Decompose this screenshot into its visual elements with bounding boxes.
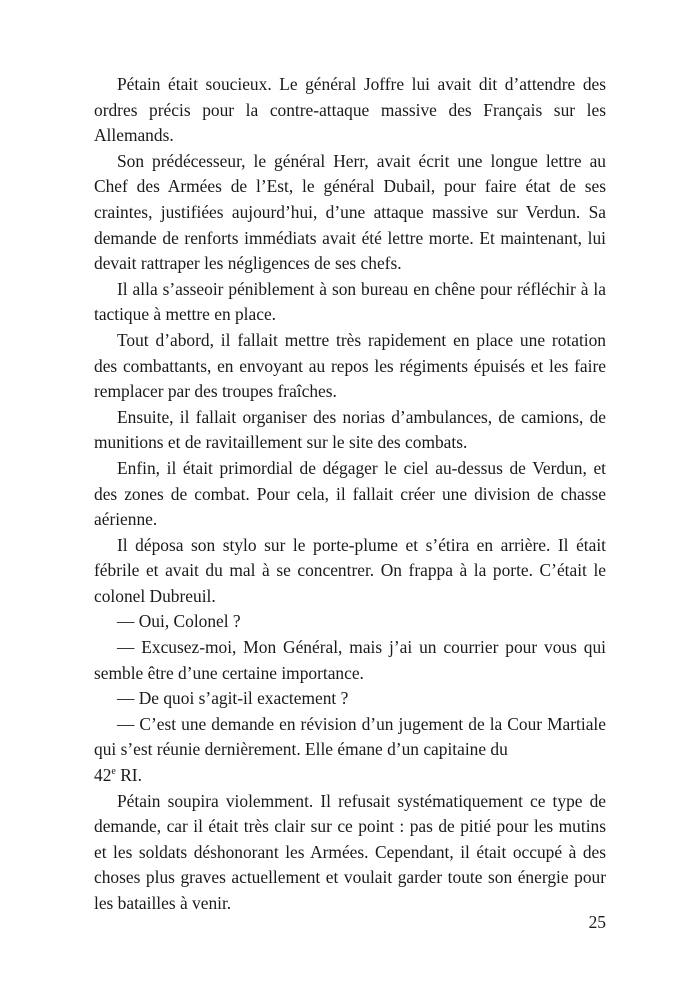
- paragraph: Enfin, il était primordial de dégager le ciel au-dessus de Verdun, et des zones de combat. Pour cela, il fallait créer une division de chasse aérienne.: [94, 457, 606, 530]
- paragraph: Il déposa son stylo sur le porte-plume et s’étira en arrière. Il était fébrile et avait du mal à se concentrer. On frappa à la porte. C’était le colonel Dubreuil.: [94, 534, 606, 606]
- paragraph: Son prédécesseur, le général Herr, avait écrit une longue lettre au Chef des Armées de l’Est, le général Dubail, pour faire état de ses craintes, justifiées aujourd’hui, d’une attaque massive sur Verdun. Sa demande de renforts immédiats avait été lettre morte. Et maintenant, lui devait rattraper les négligences de ses chefs.: [94, 150, 606, 274]
- dialogue-line: [94, 712, 606, 789]
- regiment-unit: RI.: [115, 765, 142, 786]
- paragraph: Pétain était soucieux. Le général Joffre lui avait dit d’attendre des ordres précis pour la contre-attaque massive des Français sur les Allemands.: [94, 74, 606, 146]
- paragraph: Tout d’abord, il fallait mettre très rapidement en place une rotation des combattants, en envoyant au repos les régiments épuisés et les faire remplacer par des troupes fraîches.: [94, 329, 606, 402]
- dialogue-text: — C’est une demande en révision d’un jugement de la Cour Martiale qui s’est réunie dernièrement. Elle émane d’un capitaine du: [94, 713, 606, 760]
- regiment-ordinal-suffix: e: [111, 766, 116, 778]
- dialogue-line: — De quoi s’agit-il exactement ?: [117, 688, 349, 709]
- body-text: [94, 72, 606, 917]
- dialogue-line: — Excusez-moi, Mon Général, mais j’ai un courrier pour vous qui semble être d’une certaine importance.: [94, 637, 606, 683]
- paragraph: Pétain soupira violemment. Il refusait systématiquement ce type de demande, car il était très clair sur ce point : pas de pitié pour les mutins et les soldats déshonorant les Armées. Cependant, il était occupé à des choses plus graves actuellement et voulait garder toute son énergie pour les batailles à venir.: [94, 790, 606, 913]
- page-number: 25: [588, 912, 606, 932]
- paragraph: Ensuite, il fallait organiser des norias d’ambulances, de camions, de munitions et de ravitaillement sur le site des combats.: [94, 406, 606, 453]
- dialogue-line: — Oui, Colonel ?: [117, 611, 241, 632]
- regiment-number: 42: [94, 765, 112, 786]
- paragraph: Il alla s’asseoir péniblement à son bureau en chêne pour réfléchir à la tactique à mettre en place.: [94, 278, 606, 325]
